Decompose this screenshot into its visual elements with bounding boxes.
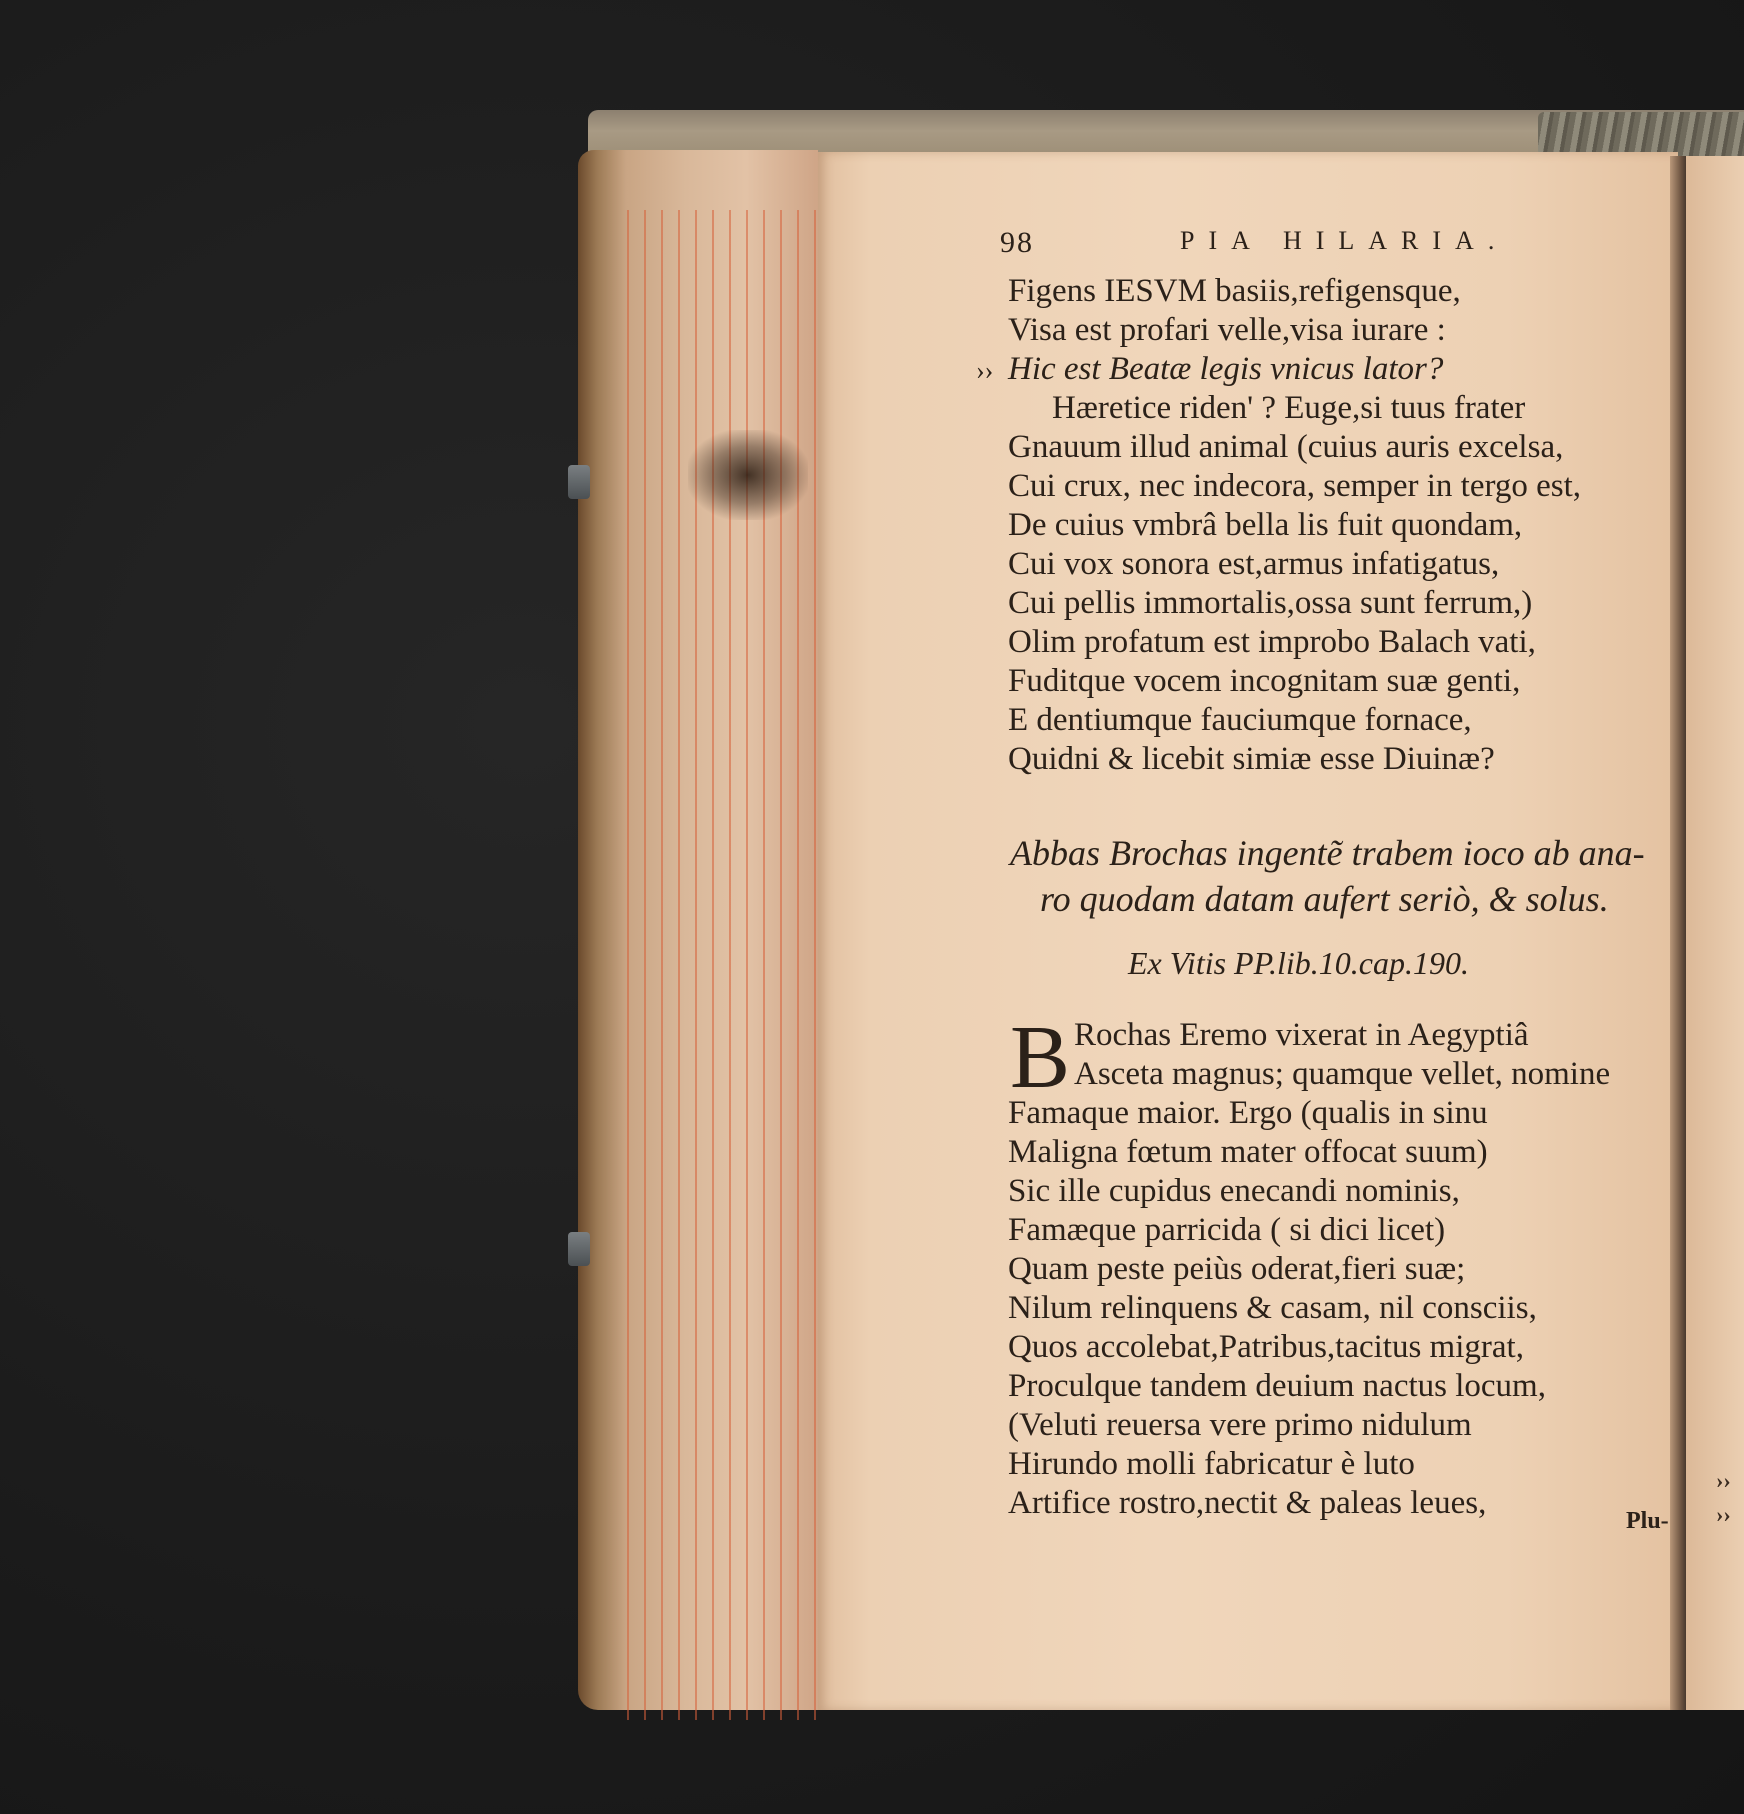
- verse-line: Quam peste peiùs oderat,fieri suæ;: [1008, 1251, 1466, 1287]
- page-edges: [578, 150, 818, 1710]
- verse-line: Famaque maior. Ergo (qualis in sinu: [1008, 1095, 1488, 1131]
- page-number: 98: [1000, 226, 1034, 259]
- quote-mark: ››: [976, 356, 994, 385]
- headband: [1538, 112, 1744, 156]
- clasp-icon: [568, 1232, 590, 1266]
- verse-line: (Veluti reuersa vere primo nidulum: [1008, 1407, 1472, 1443]
- next-page-quote-mark: ››: [1716, 1502, 1731, 1527]
- verse-line: Nilum relinquens & casam, nil consciis,: [1008, 1290, 1537, 1326]
- verse-line: Cui pellis immortalis,ossa sunt ferrum,): [1008, 585, 1533, 621]
- verse-line: Maligna fœtum mater offocat suum): [1008, 1134, 1488, 1170]
- heading-line: ro quodam datam aufert seriò, & solus.: [1040, 879, 1609, 919]
- verse-line: Hic est Beatæ legis vnicus lator?: [1008, 351, 1444, 387]
- verse-line: Cui crux, nec indecora, semper in tergo est,: [1008, 468, 1582, 504]
- running-head: [1000, 226, 1520, 266]
- verse-line: Cui vox sonora est,armus infatigatus,: [1008, 546, 1500, 582]
- verse-line: Olim profatum est improbo Balach vati,: [1008, 624, 1536, 660]
- verse-line: Gnauum illud animal (cuius auris excelsa,: [1008, 429, 1564, 465]
- verse-line: Figens IESVM basiis,refigensque,: [1008, 273, 1461, 309]
- running-title: PIA HILARIA.: [1180, 226, 1509, 255]
- poem-2-opening: [1074, 1016, 1610, 1094]
- verse-line: Hæretice riden' ? Euge,si tuus frater: [1052, 390, 1526, 426]
- drop-cap: B: [1010, 1008, 1071, 1107]
- verse-line: E dentiumque fauciumque fornace,: [1008, 702, 1472, 738]
- edge-stain: [688, 430, 808, 520]
- verse-line: Hirundo molli fabricatur è luto: [1008, 1446, 1415, 1482]
- verse-line: Quidni & licebit simiæ esse Diuinæ?: [1008, 741, 1495, 777]
- verse-line: Sic ille cupidus enecandi nominis,: [1008, 1173, 1460, 1209]
- verse-line: Rochas Eremo vixerat in Aegyptiâ: [1074, 1017, 1529, 1053]
- verse-line: Artifice rostro,nectit & paleas leues,: [1008, 1485, 1487, 1521]
- next-page-quote-mark: ››: [1716, 1468, 1731, 1493]
- verse-line: Famæque parricida ( si dici licet): [1008, 1212, 1446, 1248]
- poem-1: [1008, 272, 1581, 779]
- verse-line: Fuditque vocem incognitam suæ genti,: [1008, 663, 1521, 699]
- verse-line: Visa est profari velle,visa iurare :: [1008, 312, 1446, 348]
- catchword: Plu-: [1626, 1508, 1669, 1534]
- verse-line: De cuius vmbrâ bella lis fuit quondam,: [1008, 507, 1523, 543]
- verse-line: Quos accolebat,Patribus,tacitus migrat,: [1008, 1329, 1524, 1365]
- section-heading: [1010, 830, 1660, 922]
- clasp-icon: [568, 465, 590, 499]
- right-page-edge: [1686, 156, 1744, 1710]
- verse-line: Proculque tandem deuium nactus locum,: [1008, 1368, 1546, 1404]
- source-citation: Ex Vitis PP.lib.10.cap.190.: [1128, 945, 1469, 981]
- poem-2: [1008, 1094, 1546, 1523]
- verse-line: Asceta magnus; quamque vellet, nomine: [1074, 1056, 1611, 1092]
- heading-line: Abbas Brochas ingentẽ trabem ioco ab ana-: [1010, 833, 1645, 873]
